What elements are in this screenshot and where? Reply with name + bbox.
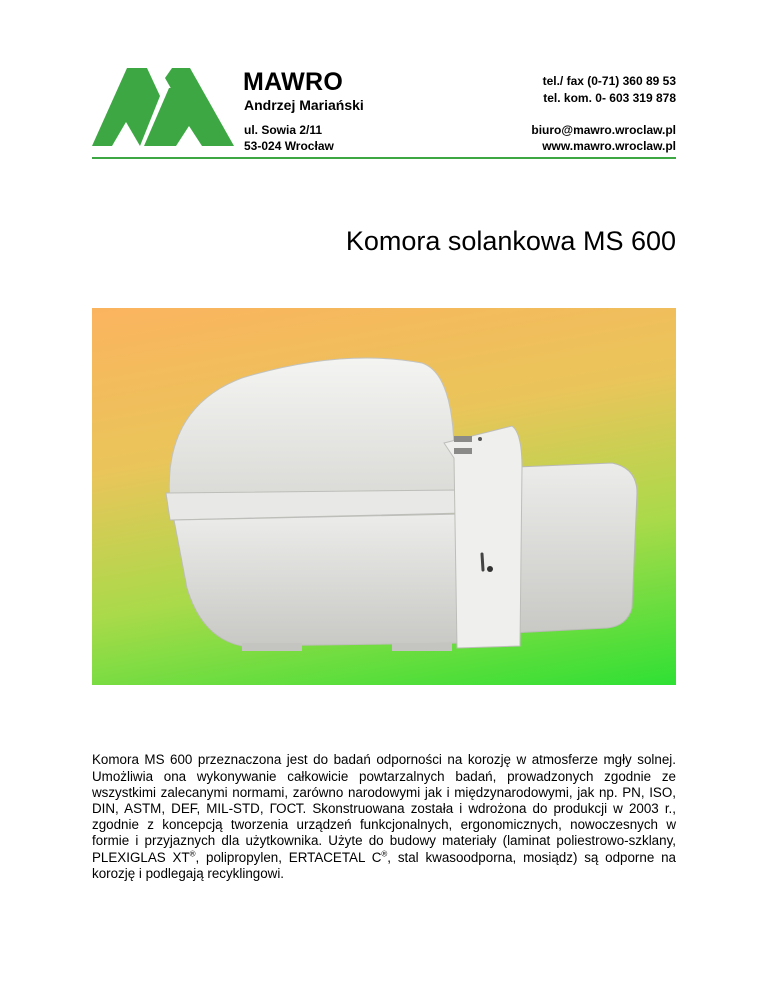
product-photo — [92, 308, 676, 685]
company-name: MAWRO — [243, 68, 344, 96]
owner-name: Andrzej Mariański — [244, 97, 364, 113]
mawro-logo-icon — [92, 66, 234, 146]
registered-mark-2: ® — [381, 849, 388, 859]
description-part-2: , polipropylen, ERTACETAL C — [195, 849, 382, 865]
phone-fax: tel./ fax (0-71) 360 89 53 — [542, 74, 676, 88]
product-description — [92, 752, 676, 882]
header-divider — [92, 157, 676, 159]
page-title: Komora solankowa MS 600 — [345, 226, 676, 256]
description-part-3: , stal kwasoodporna, mosiądz) są odporne na korozję i podlegają recyklingowi. — [92, 849, 676, 881]
address-street: ul. Sowia 2/11 — [244, 123, 323, 137]
website-link[interactable]: www.mawro.wroclaw.pl — [542, 139, 676, 153]
address-city: 53-024 Wrocław — [244, 139, 334, 153]
email-link[interactable]: biuro@mawro.wroclaw.pl — [531, 123, 676, 137]
salt-chamber-illustration — [92, 308, 676, 685]
description-part-1: Komora MS 600 przeznaczona jest do badań odporności na korozję w atmosferze mgły solnej. Umożliwia ona wykonywanie całkowicie powtarzalnych badań, prowadzonych zgodnie ze wszystkimi zalecanymi normami, zarówno narodowymi jak i międzynarodowymi, jak np. PN, ISO, DIN, ASTM, DEF, MIL-STD, ГОСТ. Skonstruowana została i wdrożona do produkcji w 2003 r., zgodnie z koncepcją tworzenia urządzeń funkcjonalnych, ergonomicznych, nowoczesnych w formie i przyjaznych dla użytkownika. Użyte do budowy materiały (laminat poliestrowo-szklany, PLEXIGLAS XT — [92, 752, 676, 865]
phone-mobile: tel. kom. 0- 603 319 878 — [543, 91, 676, 105]
registered-mark-1: ® — [189, 849, 196, 859]
